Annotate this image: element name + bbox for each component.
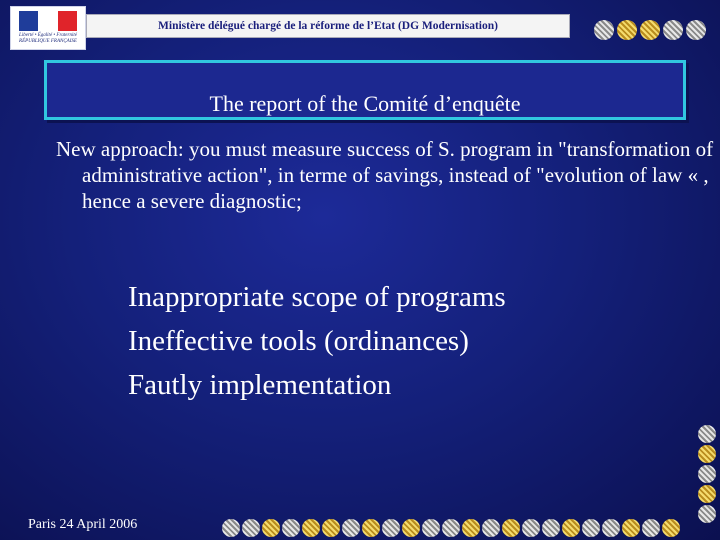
gold-dot-icon — [262, 519, 280, 537]
bottom-decorative-dots — [222, 519, 680, 537]
silver-dot-icon — [594, 20, 614, 40]
gold-dot-icon — [622, 519, 640, 537]
silver-dot-icon — [342, 519, 360, 537]
silver-dot-icon — [422, 519, 440, 537]
flag-red-stripe — [58, 11, 77, 31]
gold-dot-icon — [462, 519, 480, 537]
bullet-list — [128, 280, 506, 412]
silver-dot-icon — [686, 20, 706, 40]
gold-dot-icon — [302, 519, 320, 537]
silver-dot-icon — [242, 519, 260, 537]
tricolor-flag-icon — [19, 11, 77, 31]
bullet-item: Fautly implementation — [128, 369, 392, 401]
silver-dot-icon — [382, 519, 400, 537]
gold-dot-icon — [662, 519, 680, 537]
body-paragraph: New approach: you must measure success of S. program in "transformation of administrative action", in terme of savings, instead of "evolution of law « , hence a severe diagnostic; — [56, 137, 714, 213]
silver-dot-icon — [642, 519, 660, 537]
gold-dot-icon — [362, 519, 380, 537]
bullet-item: Ineffective tools (ordinances) — [128, 325, 469, 357]
logo-text: Liberté • Égalité • Fraternité RÉPUBLIQUE FRANÇAISE — [19, 33, 77, 44]
silver-dot-icon — [582, 519, 600, 537]
silver-dot-icon — [222, 519, 240, 537]
silver-dot-icon — [698, 425, 716, 443]
gold-dot-icon — [698, 445, 716, 463]
top-decorative-dots — [594, 20, 706, 40]
silver-dot-icon — [442, 519, 460, 537]
silver-dot-icon — [282, 519, 300, 537]
gold-dot-icon — [698, 485, 716, 503]
gold-dot-icon — [617, 20, 637, 40]
silver-dot-icon — [698, 505, 716, 523]
silver-dot-icon — [522, 519, 540, 537]
gold-dot-icon — [640, 20, 660, 40]
title-box — [44, 60, 686, 120]
silver-dot-icon — [542, 519, 560, 537]
bullet-item: Inappropriate scope of programs — [128, 281, 506, 313]
slide-title: The report of the Comité d’enquête — [209, 91, 521, 116]
gold-dot-icon — [502, 519, 520, 537]
gold-dot-icon — [562, 519, 580, 537]
silver-dot-icon — [482, 519, 500, 537]
side-decorative-dots — [698, 425, 716, 523]
header-banner: Ministère délégué chargé de la réforme de l’Etat (DG Modernisation) — [86, 14, 570, 38]
silver-dot-icon — [698, 465, 716, 483]
footer-date: Paris 24 April 2006 — [28, 517, 138, 532]
silver-dot-icon — [602, 519, 620, 537]
gold-dot-icon — [402, 519, 420, 537]
gold-dot-icon — [322, 519, 340, 537]
flag-blue-stripe — [19, 11, 38, 31]
silver-dot-icon — [663, 20, 683, 40]
republique-francaise-logo — [10, 6, 86, 50]
flag-white-stripe — [38, 11, 57, 31]
